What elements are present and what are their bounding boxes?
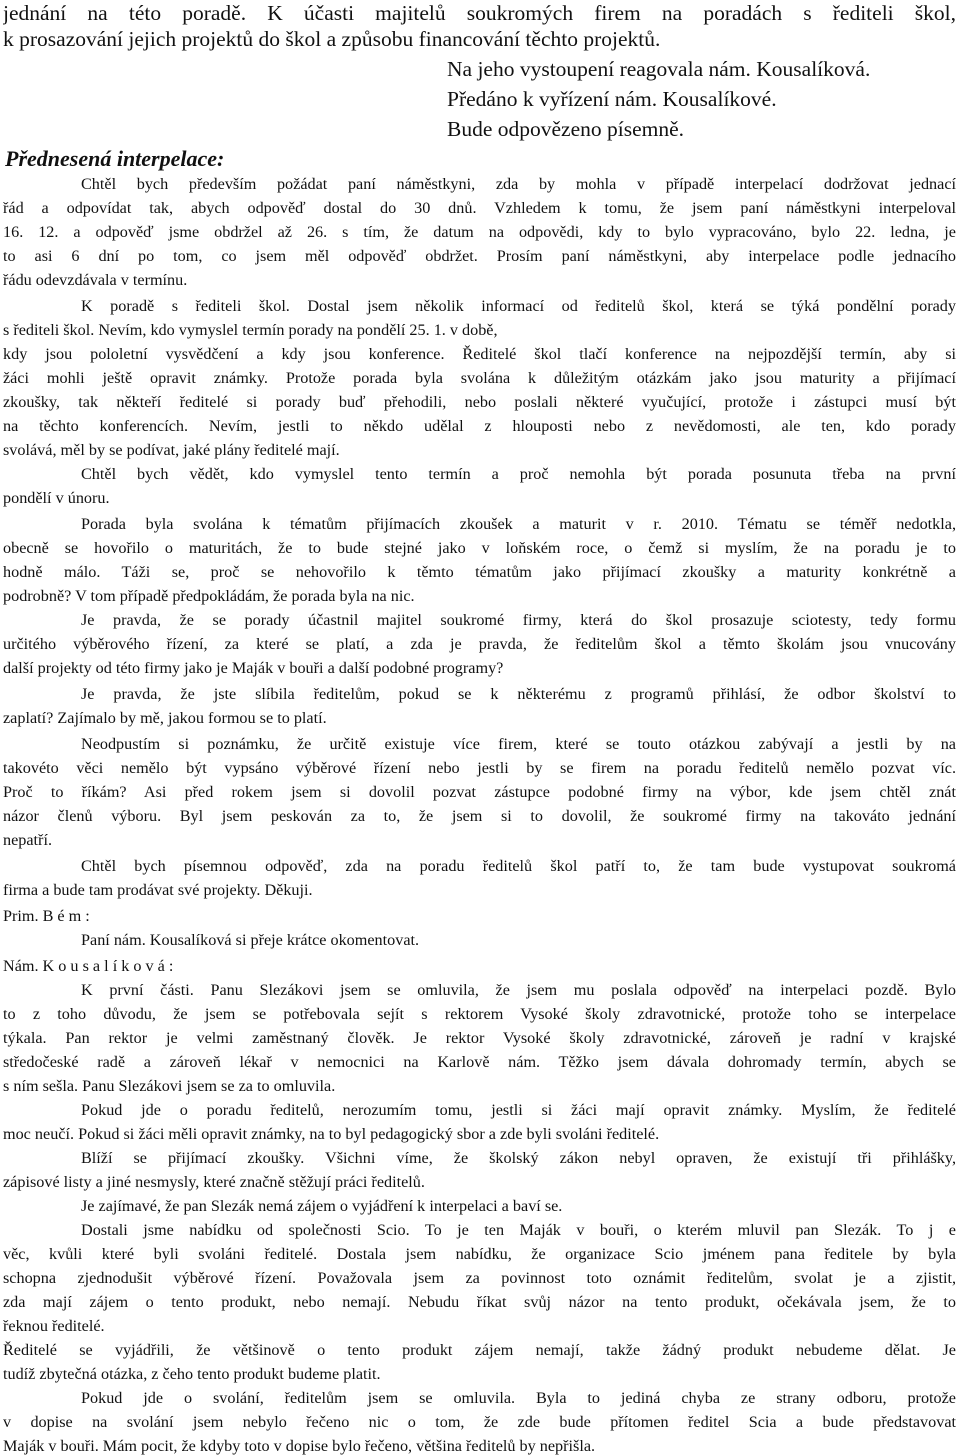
text-line: Chtěl bych vědět, kdo vymyslel tento termín a proč nemohla být porada posunuta třeba na první — [81, 465, 956, 483]
text-line: Prim. B é m : — [3, 907, 90, 925]
text-line: podrobně? V tom případě předpokládám, že porada byla na nic. — [3, 587, 415, 605]
text-line: K poradě s řediteli škol. Dostal jsem několik informací od ředitelů škol, která se týká pondělní porady — [81, 297, 956, 315]
text-line: K první části. Panu Slezákovi jsem se omluvila, že jsem mu poslala odpověď na interpelaci pozdě. Bylo — [81, 981, 956, 999]
text-line: Porada byla svolána k tématům přijímacích zkoušek a maturit v r. 2010. Tématu se téměř nedotkla, — [81, 515, 956, 533]
text-line: na těchto konferencích. Nevím, jestli to někdo udělal z hlouposti nebo z nevědomosti, ale ten, kdo porady — [3, 417, 956, 435]
text-line: další projekty od této firmy jako je Maják v bouři a další podobné programy? — [3, 659, 504, 677]
text-line: Je pravda, že se porady účastnil majitel soukromé firmy, která do škol prosazuje sciotesty, tedy formu — [81, 611, 956, 629]
text-line: to asi 6 dní po tom, co jsem měl odpověď obdržet. Prosím paní náměstkyni, aby interpelace podle jednacího — [3, 247, 956, 265]
text-line: k prosazování jejich projektů do škol a způsobu financování těchto projektů. — [3, 27, 661, 51]
text-line: Pokud jde o poradu ředitelů, nerozumím tomu, jestli si žáci mají opravit známky. Myslím, že ředitelé — [81, 1101, 956, 1119]
text-line: Je zajímavé, že pan Slezák nemá zájem o vyjádření k interpelaci a baví se. — [81, 1197, 563, 1215]
text-line: zda mají zájem o tento produkt, nebo nemají. Nebudu říkat svůj názor na tento produkt, očekávala jsem, že to — [3, 1293, 956, 1311]
text-line: s ním sešla. Panu Slezákovi jsem se za to omluvila. — [3, 1077, 336, 1095]
text-line: firma a bude tam prodávat své projekty. Děkuji. — [3, 881, 313, 899]
text-line: středočeské radě a zároveň lékař v nemocnici na Karlově nám. Těžko jsem dávala dohromady termín, abych se — [3, 1053, 956, 1071]
text-line: s řediteli škol. Nevím, kdo vymyslel termín porady na pondělí 25. 1. v době, — [3, 321, 498, 339]
text-line: jednání na této poradě. K účasti majitelů soukromých firem na poradách s řediteli škol, — [3, 1, 956, 25]
text-line: zápisové listy a jiné nesmysly, které značně stěžují práci ředitelů. — [3, 1173, 425, 1191]
text-line: takovéto věci nemělo být vypsáno výběrové řízení nebo jestli by se firem na poradu ředitelů nemělo pozvat víc. — [3, 759, 956, 777]
text-line: kdy jsou pololetní vysvědčení a kdy jsou konference. Ředitelé škol tlačí konference na nejpozdější termín, aby si — [3, 345, 956, 363]
text-line: řeknou ředitelé. — [3, 1317, 105, 1335]
text-line: Předáno k vyřízení nám. Kousalíkové. — [447, 87, 777, 111]
text-line: zaplatí? Zajímalo by mě, jakou formou se to platí. — [3, 709, 327, 727]
text-line: Chtěl bych především požádat paní náměstkyni, zda by mohla v případě interpelací dodržovat jednací — [81, 175, 956, 193]
text-line: Je pravda, že jste slíbila ředitelům, pokud se k některému z programů přihlásí, že odbor školství to — [81, 685, 956, 703]
section-heading: Přednesená interpelace: — [5, 146, 225, 171]
text-line: v dopise na svolání jsem nebylo řečeno nic o tom, že zde bude přítomen ředitel Scia a bude představovat — [3, 1413, 956, 1431]
text-line: svolává, měl by se podívat, jaké plány ředitelé mají. — [3, 441, 340, 459]
text-line: Blíží se přijímací zkoušky. Všichni víme, že školský zákon nebyl opraven, že existují tři přihlášky, — [81, 1149, 956, 1167]
text-line: Proč to říkám? Asi před rokem jsem si dovolil pozvat zástupce podobné firmy na výbor, kde jsem chtěl znát — [3, 783, 956, 801]
text-line: Na jeho vystoupení reagovala nám. Kousalíková. — [447, 57, 871, 81]
text-line: Nám. K o u s a l í k o v á : — [3, 957, 174, 975]
text-line: pondělí v únoru. — [3, 489, 110, 507]
text-line: moc neučí. Pokud si žáci měli opravit známky, na to byl pedagogický sbor a zde byli svoláni ředitelé. — [3, 1125, 660, 1143]
text-line: Neodpustím si poznámku, že určitě existuje více firem, které se touto otázkou zabývají a jestli by na — [81, 735, 956, 753]
text-line: Paní nám. Kousalíková si přeje krátce okomentovat. — [81, 931, 420, 949]
text-line: týkala. Pan rektor je velmi zaměstnaný člověk. Je rektor Vysoké školy zdravotnické, zároveň je radní v krajské — [3, 1029, 956, 1047]
text-line: Ředitelé se vyjádřili, že většinově o tento produkt zájem nemají, takže žádný produkt nebudeme dělat. Je — [3, 1341, 956, 1359]
text-line: názor členů výboru. Byl jsem peskován za to, že jsem si to dovolil, že soukromé firmy na takováto jednání — [3, 807, 956, 825]
text-line: 16. 12. a odpověď jsme obdržel až 26. s tím, že datum na odpovědi, kdy to bylo vypracováno, bylo 22. ledna, je — [3, 223, 956, 241]
text-line: tudíž zbytečná otázka, z čeho tento produkt budeme platit. — [3, 1365, 381, 1383]
text-line: nepatří. — [3, 831, 52, 849]
text-line: řád a odpovídat tak, abych odpověď dostal do 30 dnů. Vzhledem k tomu, že jsem paní náměstkyni interpeloval — [3, 199, 956, 217]
text-line: žáci mohli ještě opravit známky. Protože porada byla svolána k důležitým otázkám jako jsou maturity a přijímací — [3, 369, 956, 387]
text-line: zkoušky, tak někteří ředitelé si porady buď přehodili, nebo poslali některé vyučující, protože i zástupci musí být — [3, 393, 956, 411]
text-line: schopna zjednodušit výběrové řízení. Považovala jsem za povinnost toto oznámit ředitelům, svolat je a zjistit, — [3, 1269, 956, 1287]
text-line: Pokud jde o svolání, ředitelům jsem se omluvila. Byla to jediná chyba ze strany odboru, protože — [81, 1389, 956, 1407]
text-line: Maják v bouři. Mám pocit, že kdyby toto v dopise bylo řečeno, většina ředitelů by nepřišla. — [3, 1437, 596, 1455]
text-line: určitého výběrového řízení, za které se platí, a zda je pravda, že ředitelům škol a těmto školám jsou vnucovány — [3, 635, 956, 653]
text-line: obecně se hovořilo o maturitách, že to bude stejné jako v loňském roce, o čemž si myslím, že na poradu je to — [3, 539, 956, 557]
text-line: řádu odevzdávala v termínu. — [3, 271, 188, 289]
text-line: hodně málo. Táži se, proč se nehovořilo k těmto tématům jako přijímací zkoušky a maturity konkrétně a — [3, 563, 956, 581]
text-line: Bude odpovězeno písemně. — [447, 117, 685, 141]
text-line: věc, kvůli které byli svoláni ředitelé. Dostala jsem nabídku, že organizace Scio jménem pana ředitele by byla — [3, 1245, 956, 1263]
text-line: to z toho důvodu, že jsem se potřebovala sejít s rektorem Vysoké školy zdravotnické, protože toho se interpelace — [3, 1005, 956, 1023]
text-line: Dostali jsme nabídku od společnosti Scio. To je ten Maják v bouři, o kterém mluvil pan Slezák. To j e — [81, 1221, 956, 1239]
text-line: Chtěl bych písemnou odpověď, zda na poradu ředitelů škol patří to, že tam bude vystupovat soukromá — [81, 857, 956, 875]
